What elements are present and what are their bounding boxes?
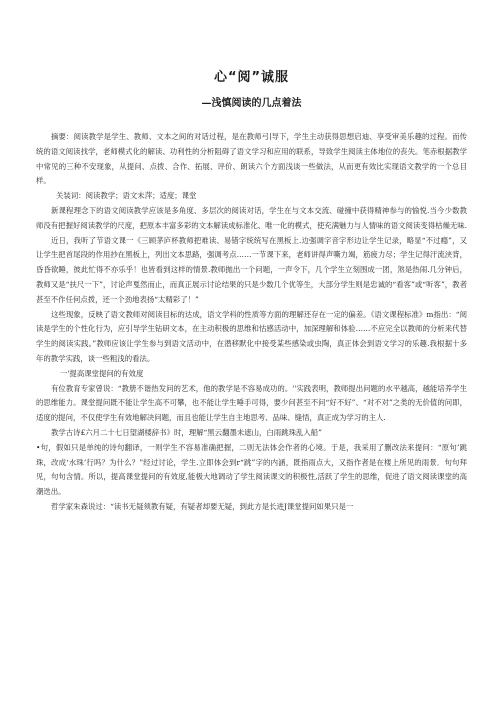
- body-paragraph: 哲学家朱森说过：“读书无疑须教有疑，有疑者却要无疑，到此方是长进J课堂提问如果只是一: [51, 501, 354, 511]
- body-paragraph: •句，假如只是单纯的诗句翻译，一则学生不容易准确把握，二则无法体会作者的心境。于是，我采用了删改法来提问：“原句’跳珠，改成‘水珠’行吗？为什么？”经过讨论，学生.立即体会到r“跳”字的内涵，既指雨点大，又指作者是在楼上所见的雨景．句句拜见，句句含情。所以，提高课堂提问的有效度,能极大地调动了学生阅读课文的积极性,活跃了学生的思维，促进了语文阅读课堂的高潮迭出。: [36, 442, 467, 497]
- body-paragraph: 有位教育专家曾说：“教册不谐热发问的艺术，他的教学是不容易成功的。''实践表明，教师提出问题的水平越高，越能培养学生的思维能力。课堂提问既不能让学生高不可攀，也不能让学生唾手可得，要少问甚至不问“好不好”、“对不对”之类的无价值的问即，适度的提问，不仅使学生有效地解决问题，而且也能让学生自主地思考、品味、缝悟，真正成为学习的主人.: [36, 383, 467, 423]
- body-paragraph: 这些现象，反映了语文教师对阅读目标的达成，语文学科的性质等方面的理解还存在一定的偏差。《语文课程标准》m指出：“阅读是学生的个性化行为，应引导学生钻研文本，在主动积极的思维和怙感活动中，加深理解和体验……不应完全以教师的分析来代替学生的阅读实践。”教师应该让学生参与到语文活动中，在潜移默化中接受某些感染或虫陶，真正体会到语文学习的乐趣.我根据十多年的教学实践，谈一些粗浅的看法。: [36, 309, 467, 363]
- keywords-paragraph: 关装词：阅读教学；语文未萍；适度；课堂: [56, 191, 197, 201]
- section-heading: 一'提高课堂提问的有效度: [60, 368, 144, 378]
- body-paragraph: 教学古诗£六月二十七日望湖楼辞书》时，理解“黑云翻墨未遮山，白雨跳珠乱入船”: [51, 427, 322, 437]
- body-paragraph: 近日，我听了节语文课一《三顾茅庐杯教师把难读、易错字统统写在黑板上.边强调字音字形边让学生记录，略显“不过瘾”，又让学生把首尾段的作用抄在黑板上，列出文本思路，强调考点……一节课下来，老师讲得声嘶力竭，筋疲力尽；学生记得汗流浃背，昏昏欲睡，彼此忙得不亦乐乎！也皆看到这样的情景.教师抛出一个问题，一声令下，几个学生立刻围成一团，煞是热闹.几分钟后，教师又是“扶尺一下”，讨论声戛然而止，而真正展示讨论结果的只是少数几个优等生，大部分学生则是忠诚的“看客”或“听客”，教者甚至不作任何点拨，还一个劲地表扬“太精彩了！”: [36, 235, 467, 304]
- page-subtitle: —浅慎阅读的几点着法: [201, 98, 302, 109]
- body-paragraph: 新课程理念下的语文阅读教学应该是多角度、多层次的阅读对话，学生在与文本交流、碰撞中获得精神参与的愉悦.当今少数教师没有把握好阅读教学的尺度，把原本丰富多彩的文本解读成标准化、唯一化的模式，使充满魅力与人情味的语文阅读变得枯燥无味.: [36, 205, 468, 230]
- page-title: 心“阅”诚服: [213, 70, 290, 85]
- document-body: [36, 130, 467, 515]
- abstract-paragraph: 摘要：阅读教学是学生、教师、文本之间的对话过程，是在教师弓∣导下，学生主动获得思想启迪、享受审美乐趣的过程。而传统的语文阅读找学，老师模式化的解读、功利性的分析阻碍了语文学习和应用的联系，导致学生阅读主体地位的丧失。笔赤根据教学中常见的三种不安现象，从提问、点拨、合作、拓展、评价、朗读六个方面浅谈一些做法，从而更有效比实现语文教学的一个总目样。: [36, 132, 467, 186]
